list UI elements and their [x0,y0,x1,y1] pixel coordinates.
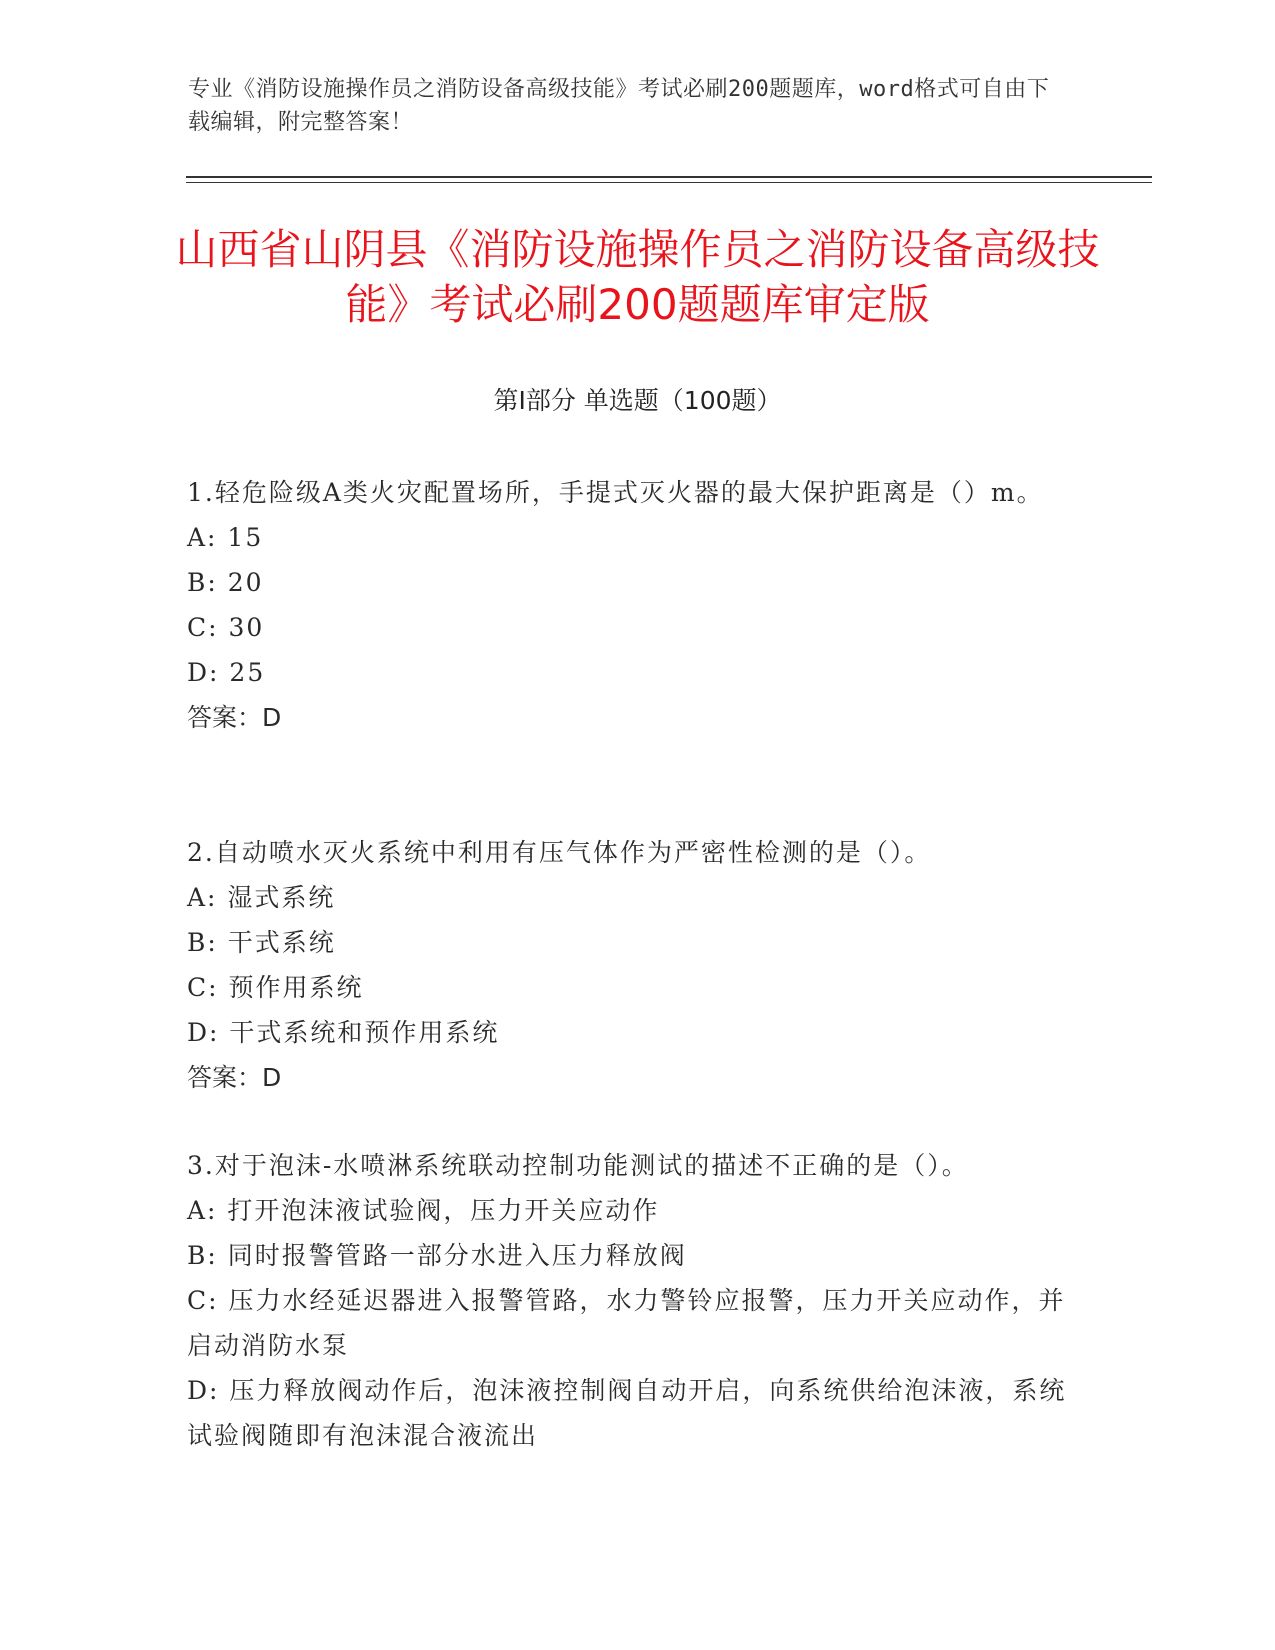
option-d: D: 压力释放阀动作后，泡沫液控制阀自动开启，向系统供给泡沫液，系统试验阀随即有泡沫混合液流出 [187,1376,1067,1450]
option-c: C: 30 [187,613,265,642]
option-b: B: 同时报警管路一部分水进入压力释放阀 [187,1241,687,1270]
option-a: A: 15 [187,523,264,552]
header-divider-thin [186,182,1152,183]
question-2 [187,830,1077,1100]
option-a: A: 打开泡沫液试验阀，压力开关应动作 [187,1196,660,1225]
question-1 [187,470,1077,740]
option-a: A: 湿式系统 [187,883,336,912]
option-d: D: 25 [187,658,266,687]
question-3 [187,1143,1077,1458]
answer-line: 答案：D [187,703,282,732]
question-stem: 1.轻危险级A类火灾配置场所，手提式灭火器的最大保护距离是（）m。 [187,478,1044,507]
answer-line: 答案：D [187,1063,282,1092]
header-note: 专业《消防设施操作员之消防设备高级技能》考试必刷200题题库，word格式可自由下载编辑，附完整答案！ [188,77,1050,135]
header-divider-thick [186,176,1152,178]
option-d: D: 干式系统和预作用系统 [187,1018,500,1047]
option-c: C: 预作用系统 [187,973,364,1002]
option-b: B: 20 [187,568,264,597]
document-title: 山西省山阴县《消防设施操作员之消防设备高级技能》考试必刷200题题库审定版 [175,225,1100,329]
option-c: C: 压力水经延迟器进入报警管路，水力警铃应报警，压力开关应动作，并启动消防水泵 [187,1286,1066,1360]
section-heading: 第Ⅰ部分 单选题（100题） [493,386,782,415]
question-stem: 3.对于泡沫-水喷淋系统联动控制功能测试的描述不正确的是（）。 [187,1151,969,1180]
option-b: B: 干式系统 [187,928,336,957]
question-stem: 2.自动喷水灭火系统中利用有压气体作为严密性检测的是（）。 [187,838,932,867]
